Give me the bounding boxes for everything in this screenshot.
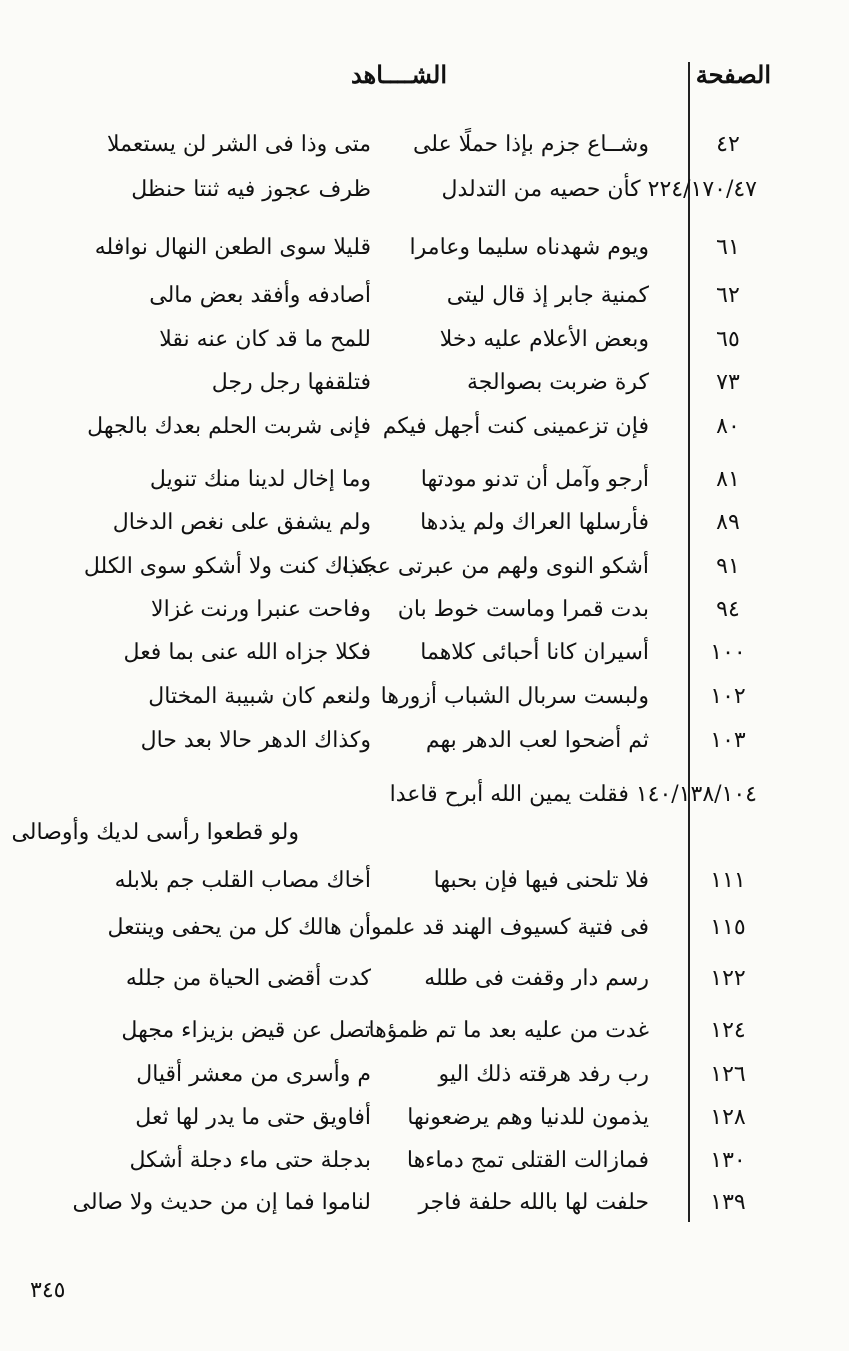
page-number: ٣٤٥	[30, 1278, 66, 1303]
page-ref: ٧٣	[716, 370, 740, 395]
second-hemistich: أصادفه وأفقد بعض مالى	[149, 283, 371, 308]
first-hemistich: فلا تلحنى فيها فإن بحبها	[433, 868, 649, 893]
page-ref: ١٢٦	[710, 1062, 746, 1087]
verse-row	[0, 640, 849, 680]
first-hemistich: وشــاع جزم بإذا حملًا على	[412, 132, 649, 157]
second-hemistich: كذاك كنت ولا أشكو سوى الكلل	[83, 554, 371, 579]
verse-row	[0, 327, 849, 367]
page-ref: ١٢٨	[710, 1105, 746, 1130]
verse-row	[0, 467, 849, 507]
verse-row	[0, 820, 849, 860]
page-ref: ١٠٠	[710, 640, 746, 665]
second-hemistich: وفاحت عنبرا ورنت غزالا	[151, 597, 371, 622]
verse-row	[0, 1062, 849, 1102]
first-hemistich: فى فتية كسيوف الهند قد علموا	[364, 915, 649, 940]
page-ref: ١٣٠	[710, 1148, 746, 1173]
second-hemistich: كدت أقضى الحياة من جلله	[125, 966, 371, 991]
verse-row	[0, 728, 849, 768]
page-ref: ٦٥	[716, 327, 740, 352]
second-hemistich: أخاك مصاب القلب جم بلابله	[114, 868, 371, 893]
second-hemistich: فإنى شربت الحلم بعدك بالجهل	[87, 414, 371, 439]
first-hemistich: ويوم شهدناه سليما وعامرا	[409, 235, 649, 260]
continuation-hemistich: ولو قطعوا رأسى لديك وأوصالى	[11, 820, 299, 845]
page-ref: ٦١	[716, 235, 740, 260]
second-hemistich: لناموا فما إن من حديث ولا صالى	[72, 1190, 371, 1215]
first-hemistich: أسيران كانا أحبائى كلاهما	[420, 640, 649, 665]
second-hemistich: وما إخال لدينا منك تنويل	[149, 467, 371, 492]
page-ref-with-hemistich: ٢٢٤/١٧٠/٤٧ كأن حصيه من التدلدل	[441, 177, 757, 202]
first-hemistich: وبعض الأعلام عليه دخلا	[439, 327, 649, 352]
verse-row	[0, 1018, 849, 1058]
second-hemistich: ظرف عجوز فيه ثنتا حنظل	[131, 177, 371, 202]
page-ref: ١١١	[710, 868, 746, 893]
first-hemistich: أرجو وآمل أن تدنو مودتها	[420, 467, 649, 492]
first-hemistich: ثم أضحوا لعب الدهر بهم	[425, 728, 649, 753]
page-ref: ١١٥	[710, 915, 746, 940]
verse-row	[0, 370, 849, 410]
first-hemistich: فأرسلها العراك ولم يذدها	[420, 510, 649, 535]
second-hemistich: م وأسرى من معشر أقيال	[136, 1062, 371, 1087]
page-ref: ١٠٢	[710, 684, 746, 709]
first-hemistich: رسم دار وقفت فى طلله	[424, 966, 649, 991]
page-ref: ١٠٣	[710, 728, 746, 753]
second-hemistich: للمح ما قد كان عنه نقلا	[159, 327, 371, 352]
first-hemistich: بدت قمرا وماست خوط بان	[397, 597, 649, 622]
page-ref: ٨١	[716, 467, 740, 492]
second-hemistich: أفاويق حتى ما يدر لها ثعل	[135, 1105, 371, 1130]
first-hemistich: أشكو النوى ولهم من عبرتى عجب	[341, 554, 649, 579]
page-ref-with-hemistich: ١٤٠/١٣٨/١٠٤ فقلت يمين الله أبرح قاعدا	[389, 782, 757, 807]
verse-row	[0, 1190, 849, 1230]
first-hemistich: حلفت لها بالله حلفة فاجر	[418, 1190, 649, 1215]
second-hemistich: فتلقفها رجل رجل	[211, 370, 371, 395]
page-ref: ٨٩	[716, 510, 740, 535]
verse-row	[0, 915, 849, 955]
verse-row	[0, 554, 849, 594]
verse-row	[0, 132, 849, 172]
second-hemistich: وكذاك الدهر حالا بعد حال	[140, 728, 371, 753]
page-ref: ٤٢	[716, 132, 740, 157]
verse-row	[0, 510, 849, 550]
second-hemistich: ولنعم كان شبيبة المختال	[148, 684, 371, 709]
verse-row	[0, 684, 849, 724]
page-ref: ١٢٢	[710, 966, 746, 991]
verse-row	[0, 1105, 849, 1145]
verse-row	[0, 414, 849, 454]
verse-row	[0, 283, 849, 323]
page-ref: ٦٢	[716, 283, 740, 308]
verse-row	[0, 597, 849, 637]
verse-row	[0, 235, 849, 275]
first-hemistich: غدت من عليه بعد ما تم ظمؤها	[368, 1018, 649, 1043]
page-ref: ٨٠	[716, 414, 740, 439]
second-hemistich: متى وذا فى الشر لن يستعملا	[107, 132, 371, 157]
second-hemistich: بدجلة حتى ماء دجلة أشكل	[129, 1148, 371, 1173]
verse-row	[0, 782, 849, 822]
verse-row	[0, 1148, 849, 1188]
page-column-header: الصفحة	[695, 60, 771, 89]
second-hemistich: تصل عن قيض بزيزاء مجهل	[121, 1018, 371, 1043]
second-hemistich: قليلا سوى الطعن النهال نوافله	[94, 235, 371, 260]
first-hemistich: كرة ضربت بصوالجة	[466, 370, 649, 395]
page-ref: ١٢٤	[710, 1018, 746, 1043]
page-ref: ٩٤	[716, 597, 740, 622]
page-ref: ٩١	[716, 554, 740, 579]
second-hemistich: ولم يشفق على نغص الدخال	[112, 510, 371, 535]
page-title: الشــــاهد	[350, 60, 448, 89]
second-hemistich: فكلا جزاه الله عنى بما فعل	[123, 640, 371, 665]
second-hemistich: أن هالك كل من يحفى وينتعل	[107, 915, 371, 940]
first-hemistich: كمنية جابر إذ قال ليتى	[446, 283, 649, 308]
first-hemistich: فمازالت القتلى تمج دماءها	[406, 1148, 649, 1173]
first-hemistich: ولبست سربال الشباب أزورها	[380, 684, 649, 709]
first-hemistich: فإن تزعمينى كنت أجهل فيكم	[382, 414, 649, 439]
verse-row	[0, 177, 849, 217]
first-hemistich: رب رفد هرقته ذلك اليو	[438, 1062, 649, 1087]
page-ref: ١٣٩	[710, 1190, 746, 1215]
verse-row	[0, 868, 849, 908]
first-hemistich: يذمون للدنيا وهم يرضعونها	[407, 1105, 649, 1130]
verse-row	[0, 966, 849, 1006]
